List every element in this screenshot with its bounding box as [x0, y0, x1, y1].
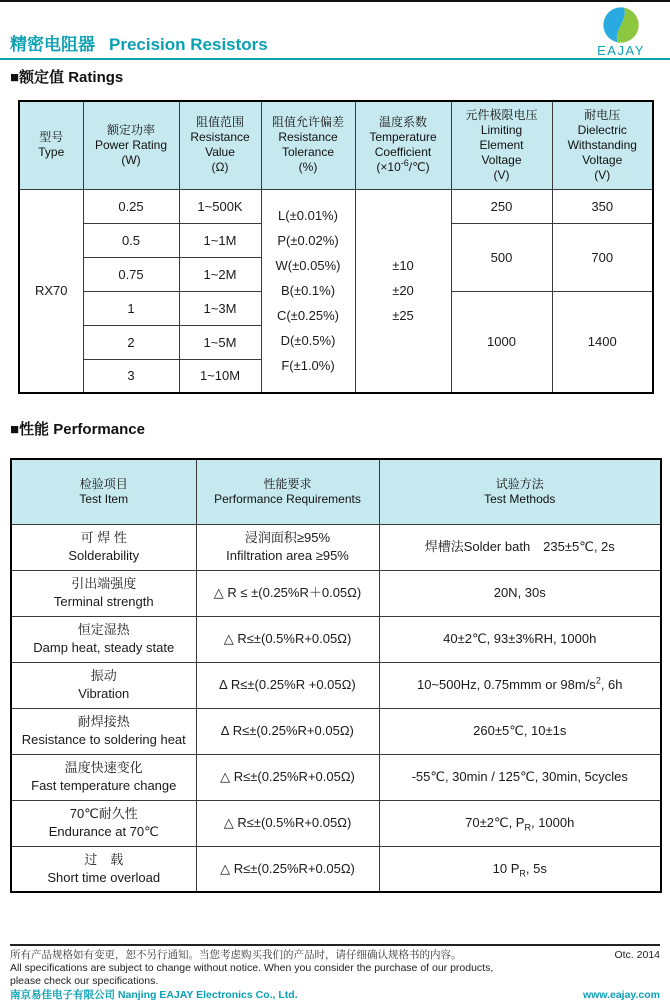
- requirement-cell: △ R≤±(0.5%R+0.05Ω): [196, 800, 379, 846]
- method-cell: -55℃, 30min / 125℃, 30min, 5cycles: [379, 754, 661, 800]
- brand-name: EAJAY: [597, 43, 645, 58]
- method-cell: 70±2℃, $P_R$, 1000h: [379, 800, 661, 846]
- performance-row-fast-temperature-change: [11, 754, 661, 800]
- performance-row-overload: [11, 846, 661, 892]
- method-cell: 20N, 30s: [379, 570, 661, 616]
- performance-row-damp-heat: [11, 616, 661, 662]
- performance-row-solderability: [11, 524, 661, 570]
- col-header-type: 型号 Type: [19, 101, 83, 189]
- requirement-cell: ∆ R≤±(0.25%R +0.05Ω): [196, 662, 379, 708]
- performance-header-row: [11, 459, 661, 524]
- resistance-range-cell: 1~10M: [179, 359, 261, 393]
- limiting-voltage-cell: 1000: [451, 291, 552, 393]
- power-cell: 0.25: [83, 189, 179, 223]
- performance-row-terminal-strength: [11, 570, 661, 616]
- footer-notice-en-line1: All specifications are subject to change without notice. When you consider the purchase of our products,: [10, 962, 494, 974]
- power-cell: 0.5: [83, 223, 179, 257]
- ratings-section-title: ■额定值 Ratings: [10, 69, 124, 86]
- test-item-cell: 振动 Vibration: [11, 662, 196, 708]
- method-cell: 10 $P_R$, 5s: [379, 846, 661, 892]
- method-cell: 260±5℃, 10±1s: [379, 708, 661, 754]
- footer-website: www.eajay.com: [582, 989, 660, 1000]
- col-header-limiting-voltage: 元件极限电压 Limiting Element Voltage (V): [451, 101, 552, 189]
- resistance-range-cell: 1~5M: [179, 325, 261, 359]
- requirement-cell: △ R≤±(0.5%R+0.05Ω): [196, 616, 379, 662]
- col-header-power-rating: 额定功率 Power Rating (W): [83, 101, 179, 189]
- page-header: [0, 2, 670, 58]
- requirement-cell: △ R ≤ ±(0.25%R＋0.05Ω): [196, 570, 379, 616]
- test-item-cell: 温度快速变化 Fast temperature change: [11, 754, 196, 800]
- page-title-en: Precision Resistors: [109, 35, 268, 54]
- limiting-voltage-cell: 250: [451, 189, 552, 223]
- resistance-range-cell: 1~1M: [179, 223, 261, 257]
- resistance-range-cell: 1~3M: [179, 291, 261, 325]
- test-item-cell: 恒定湿热 Damp heat, steady state: [11, 616, 196, 662]
- col-header-resistance-value: 阻值范围 Resistance Value (Ω): [179, 101, 261, 189]
- resistance-range-cell: 1~2M: [179, 257, 261, 291]
- power-cell: 3: [83, 359, 179, 393]
- test-item-cell: 耐焊接热 Resistance to soldering heat: [11, 708, 196, 754]
- col-header-resistance-tolerance: 阻值允许偏差 Resistance Tolerance (%): [261, 101, 355, 189]
- power-cell: 1: [83, 291, 179, 325]
- requirement-cell: ∆ R≤±(0.25%R+0.05Ω): [196, 708, 379, 754]
- col-header-performance-requirements: 性能要求 Performance Requirements: [196, 459, 379, 524]
- col-header-test-item: 检验项目 Test Item: [11, 459, 196, 524]
- ratings-table: [18, 100, 654, 394]
- header-divider: [0, 58, 670, 60]
- method-cell: 焊槽法Solder bath 235±5℃, 2s: [379, 524, 661, 570]
- brand-logo: [596, 7, 646, 58]
- test-item-cell: 可 焊 性 Solderability: [11, 524, 196, 570]
- requirement-cell: 浸润面积≥95% Infiltration area ≥95%: [196, 524, 379, 570]
- tolerance-codes-cell: L(±0.01%) P(±0.02%) W(±0.05%) B(±0.1%) C(±0.25%) D(±0.5%) F(±1.0%): [261, 189, 355, 393]
- requirement-cell: △ R≤±(0.25%R+0.05Ω): [196, 846, 379, 892]
- resistance-range-cell: 1~500K: [179, 189, 261, 223]
- footer-company: 南京易佳电子有限公司 Nanjing EAJAY Electronics Co., Ltd.: [10, 989, 298, 1000]
- ratings-header-row: [19, 101, 653, 189]
- withstanding-voltage-cell: 350: [552, 189, 653, 223]
- eajay-logo-icon: [603, 7, 639, 43]
- requirement-cell: △ R≤±(0.25%R+0.05Ω): [196, 754, 379, 800]
- test-item-cell: 过 载 Short time overload: [11, 846, 196, 892]
- footer-notice-en-line2: please check our specifications.: [10, 975, 159, 987]
- col-header-temperature-coefficient: 温度系数 Temperature Coefficient $(\times 10^{-6}/℃)$: [355, 101, 451, 189]
- method-cell: 40±2℃, 93±3%RH, 1000h: [379, 616, 661, 662]
- withstanding-voltage-cell: 700: [552, 223, 653, 291]
- col-header-test-methods: 试验方法 Test Methods: [379, 459, 661, 524]
- power-cell: 2: [83, 325, 179, 359]
- footer-date: Otc. 2014: [614, 949, 660, 961]
- withstanding-voltage-cell: 1400: [552, 291, 653, 393]
- power-cell: 0.75: [83, 257, 179, 291]
- page-title-zh: 精密电阻器: [10, 35, 95, 54]
- performance-row-vibration: [11, 662, 661, 708]
- page-title: [10, 30, 268, 55]
- test-item-cell: 70℃耐久性 Endurance at 70℃: [11, 800, 196, 846]
- test-item-cell: 引出端强度 Terminal strength: [11, 570, 196, 616]
- performance-row-soldering-heat: [11, 708, 661, 754]
- type-cell: RX70: [19, 189, 83, 393]
- page-footer: [10, 944, 660, 1000]
- ratings-row: [19, 189, 653, 223]
- performance-row-endurance: [11, 800, 661, 846]
- col-header-withstanding-voltage: 耐电压 Dielectric Withstanding Voltage (V): [552, 101, 653, 189]
- temp-coefficient-cell: ±10 ±20 ±25: [355, 189, 451, 393]
- performance-section-title: ■性能 Performance: [10, 421, 145, 438]
- method-cell: 10~500Hz, 0.75mmm or $98m/s^2$, 6h: [379, 662, 661, 708]
- footer-notice-zh: 所有产品规格如有变更，恕不另行通知。当您考虑购买我们的产品时，请仔细确认规格书的内容。: [10, 949, 462, 961]
- limiting-voltage-cell: 500: [451, 223, 552, 291]
- performance-table: [10, 458, 662, 893]
